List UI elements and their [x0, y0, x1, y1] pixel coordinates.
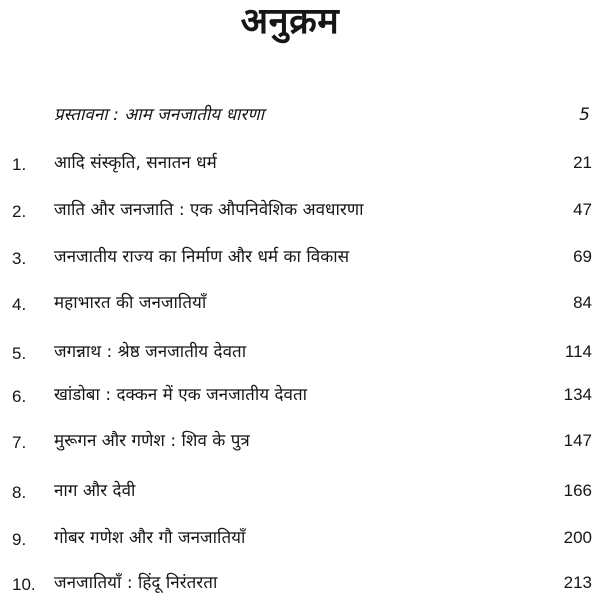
entry-number: 6.: [12, 387, 27, 406]
entry-page-number: 114: [564, 342, 592, 361]
entry-page-number: 47: [573, 200, 592, 219]
entry-page-number: 21: [573, 153, 592, 172]
preface-entry: [54, 101, 596, 129]
preface-page-number: 5: [579, 105, 590, 125]
preface-title: प्रस्तावना : आम जनजातीय धारणा: [54, 105, 265, 125]
entry-page-number: 84: [573, 293, 592, 312]
entry-page-number: 213: [563, 573, 592, 592]
toc-entry: [0, 288, 600, 318]
entry-title: मुरूगन और गणेश : शिव के पुत्र: [54, 431, 250, 451]
toc-entry: [0, 426, 600, 456]
toc-entry: [0, 242, 600, 272]
entry-number: 5.: [12, 344, 27, 363]
entry-title: जनजातियाँ : हिंदू निरंतरता: [54, 573, 218, 593]
entry-page-number: 200: [563, 528, 592, 547]
entry-number: 8.: [12, 483, 27, 502]
entry-page-number: 134: [563, 385, 592, 404]
toc-entry: [0, 337, 600, 367]
toc-entry: [0, 148, 600, 178]
entry-title: जगन्नाथ : श्रेष्ठ जनजातीय देवता: [54, 342, 247, 362]
entry-title: गोबर गणेश और गौ जनजातियाँ: [54, 528, 246, 548]
toc-entry: [0, 523, 600, 553]
entry-page-number: 69: [573, 247, 592, 266]
entry-title: जाति और जनजाति : एक औपनिवेशिक अवधारणा: [54, 200, 364, 220]
entry-number: 2.: [12, 202, 27, 221]
entry-number: 4.: [12, 295, 27, 314]
entry-number: 1.: [12, 155, 27, 174]
toc-entry: [0, 476, 600, 506]
entry-page-number: 147: [563, 431, 592, 450]
entry-number: 3.: [12, 249, 27, 268]
entry-title: खांडोबा : दक्कन में एक जनजातीय देवता: [54, 385, 308, 405]
toc-entry: [0, 568, 600, 598]
entry-number: 10.: [12, 575, 36, 594]
entry-number: 7.: [12, 433, 27, 452]
page-title: अनुक्रम: [240, 1, 340, 42]
entry-number: 9.: [12, 530, 27, 549]
entry-title: नाग और देवी: [54, 481, 136, 501]
toc-entry: [0, 380, 600, 410]
entry-page-number: 166: [563, 481, 592, 500]
entry-title: आदि संस्कृति, सनातन धर्म: [54, 153, 217, 173]
entry-title: महाभारत की जनजातियाँ: [54, 293, 207, 313]
toc-entry: [0, 195, 600, 225]
entry-title: जनजातीय राज्य का निर्माण और धर्म का विकास: [54, 247, 350, 267]
